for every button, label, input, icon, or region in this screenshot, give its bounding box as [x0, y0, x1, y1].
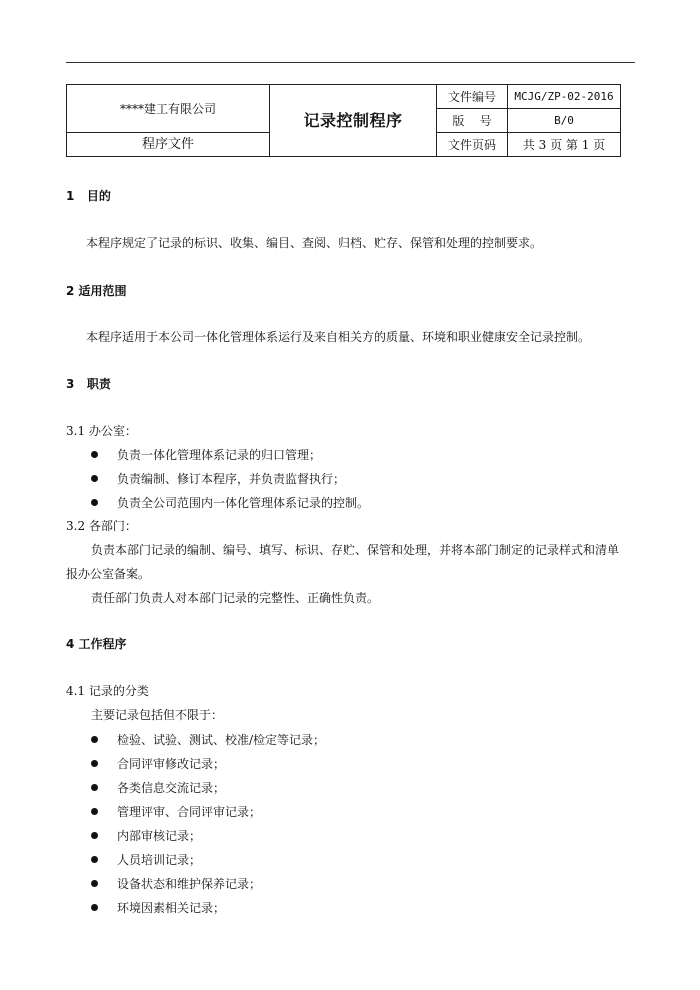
- section-3-2-para2: 责任部门负责人对本部门记录的完整性、正确性负责。: [91, 591, 380, 605]
- section-3-2-para1-line2: 报办公室备案。: [66, 567, 151, 581]
- list-item: 环境因素相关记录；: [117, 901, 226, 915]
- section-3-2-para1-line1: 负责本部门记录的编制、编号、填写、标识、存贮、保管和处理，并将本部门制定的记录样式和清单: [91, 543, 620, 557]
- bullet-icon: [91, 904, 98, 911]
- section-3-2-title: 3.2 各部门：: [66, 519, 137, 533]
- bullet-icon: [91, 832, 98, 839]
- section-1-heading: 1 目的: [66, 189, 111, 203]
- doc-number-label: 文件编号: [437, 85, 508, 109]
- bullet-icon: [91, 475, 98, 482]
- list-item: 检验、试验、测试、校准/检定等记录；: [117, 733, 326, 747]
- section-2-heading: 2 适用范围: [66, 284, 127, 298]
- page-value: 共 3 页 第 1 页: [508, 133, 621, 157]
- company-name: ****建工有限公司: [67, 85, 270, 133]
- bullet-icon: [91, 880, 98, 887]
- section-4-1-intro: 主要记录包括但不限于：: [91, 708, 224, 722]
- document-title: 记录控制程序: [270, 85, 437, 157]
- list-item: 负责全公司范围内一体化管理体系记录的控制。: [117, 496, 370, 510]
- bullet-icon: [91, 499, 98, 506]
- version-label: 版 号: [437, 109, 508, 133]
- list-item: 设备状态和维护保养记录；: [117, 877, 262, 891]
- bullet-icon: [91, 760, 98, 767]
- doc-number-value: MCJG/ZP-02-2016: [508, 85, 621, 109]
- bullet-icon: [91, 808, 98, 815]
- list-item: 内部审核记录；: [117, 829, 202, 843]
- section-4-1-title: 4.1 记录的分类: [66, 684, 149, 698]
- bullet-icon: [91, 736, 98, 743]
- section-4-heading: 4 工作程序: [66, 637, 127, 651]
- list-item: 负责一体化管理体系记录的归口管理；: [117, 448, 322, 462]
- document-header-table: [66, 84, 621, 157]
- page-label: 文件页码: [437, 133, 508, 157]
- list-item: 负责编制、修订本程序，并负责监督执行；: [117, 472, 346, 486]
- document-type: 程序文件: [67, 133, 270, 157]
- list-item: 合同评审修改记录；: [117, 757, 226, 771]
- list-item: 人员培训记录；: [117, 853, 202, 867]
- bullet-icon: [91, 784, 98, 791]
- bullet-icon: [91, 856, 98, 863]
- section-1-body: 本程序规定了记录的标识、收集、编目、查阅、归档、贮存、保管和处理的控制要求。: [86, 236, 543, 250]
- list-item: 各类信息交流记录；: [117, 781, 226, 795]
- section-3-1-title: 3.1 办公室：: [66, 424, 137, 438]
- list-item: 管理评审、合同评审记录；: [117, 805, 262, 819]
- section-3-heading: 3 职责: [66, 377, 111, 391]
- section-2-body: 本程序适用于本公司一体化管理体系运行及来自相关方的质量、环境和职业健康安全记录控制。: [86, 330, 591, 344]
- bullet-icon: [91, 451, 98, 458]
- version-value: B/0: [508, 109, 621, 133]
- header-rule: [66, 62, 635, 63]
